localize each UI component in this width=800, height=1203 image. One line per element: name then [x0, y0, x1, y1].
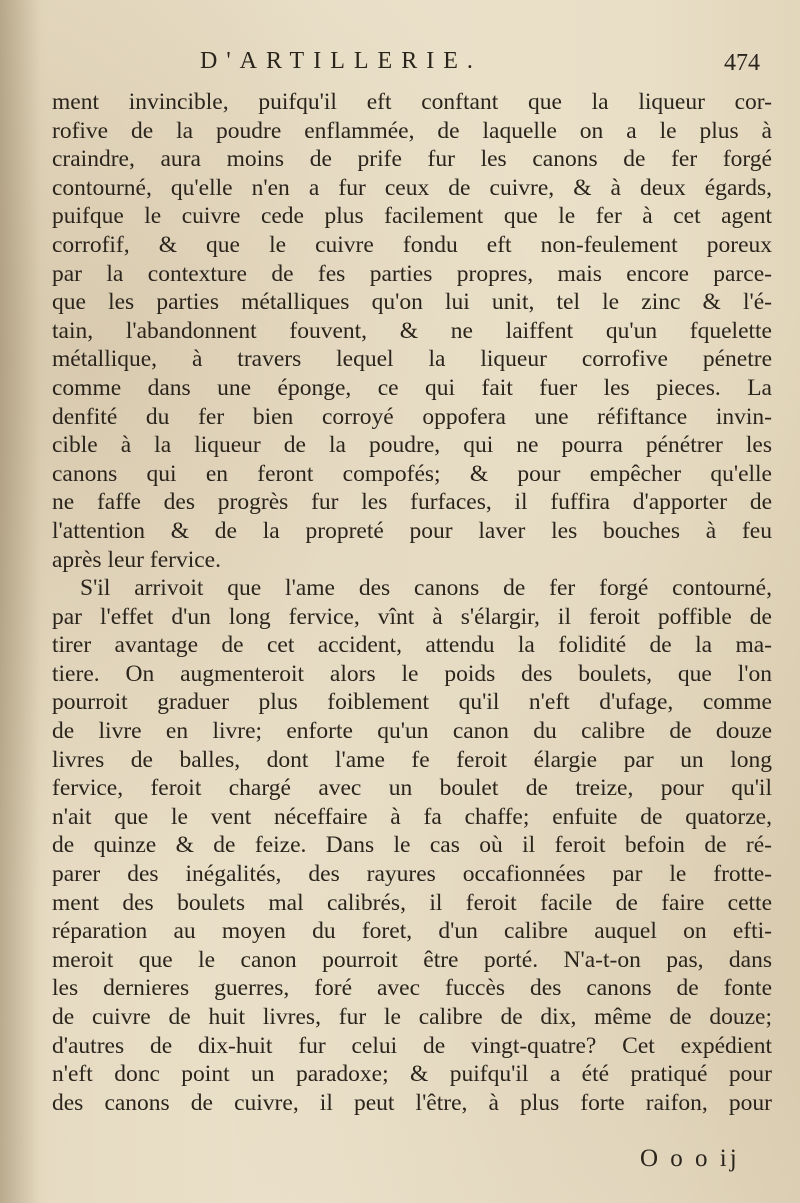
text-line: cible à la liqueur de la poudre, qui ne pourra pénétrer les: [52, 432, 772, 459]
text-line: fervice, feroit chargé avec un boulet de treize, pour qu'il: [52, 775, 772, 802]
text-line: métallique, à travers lequel la liqueur corrofive pénetre: [52, 346, 772, 373]
text-line: réparation au moyen du foret, d'un calibre auquel on efti-: [52, 918, 772, 945]
text-line: l'attention & de la propreté pour laver les bouches à feu: [52, 517, 772, 544]
text-body: [52, 88, 772, 1117]
text-line: parer des inégalités, des rayures occafionnées par le frotte-: [52, 861, 772, 888]
text-line: n'ait que le vent néceffaire à fa chaffe; enfuite de quatorze,: [52, 803, 772, 830]
text-line: S'il arrivoit que l'ame des canons de fer forgé contourné,: [80, 575, 772, 602]
text-line: que les parties métalliques qu'on lui unit, tel le zinc & l'é-: [52, 289, 772, 316]
text-line: d'autres de dix-huit fur celui de vingt-quatre? Cet expédient: [52, 1032, 772, 1059]
text-line: les dernieres guerres, foré avec fuccès des canons de fonte: [52, 975, 772, 1002]
text-line: craindre, aura moins de prife fur les canons de fer forgé: [52, 146, 772, 173]
text-line: après leur fervice.: [52, 546, 221, 573]
text-line: tain, l'abandonnent fouvent, & ne laiffent qu'un fquelette: [52, 317, 772, 344]
text-line: meroit que le canon pourroit être porté. N'a-t-on pas, dans: [52, 946, 772, 973]
text-line: n'eft donc point un paradoxe; & puifqu'il a été pratiqué pour: [52, 1061, 772, 1088]
text-line: ment des boulets mal calibrés, il feroit facile de faire cette: [52, 889, 772, 916]
text-line: de cuivre de huit livres, fur le calibre de dix, même de douze;: [52, 1004, 772, 1030]
text-line: par l'effet d'un long fervice, vînt à s'élargir, il feroit poffible de: [52, 603, 772, 630]
text-line: tirer avantage de cet accident, attendu la folidité de la ma-: [52, 632, 772, 659]
text-line: livres de balles, dont l'ame fe feroit élargie par un long: [52, 746, 772, 773]
binding-shadow: [0, 0, 40, 1203]
text-line: contourné, qu'elle n'en a fur ceux de cuivre, & à deux égards,: [52, 174, 772, 201]
text-line: rofive de la poudre enflammée, de laquelle on a le plus à: [52, 117, 772, 144]
signature-mark: O o o ij: [640, 1145, 740, 1172]
text-line: de livre en livre; enforte qu'un canon du calibre de douze: [52, 718, 772, 745]
text-line: de quinze & de feize. Dans le cas où il feroit befoin de ré-: [52, 832, 772, 859]
running-head: [100, 42, 760, 82]
text-line: ne faffe des progrès fur les furfaces, il fuffira d'apporter de: [52, 489, 772, 516]
text-line: comme dans une éponge, ce qui fait fuer les pieces. La: [52, 374, 772, 401]
text-line: puifque le cuivre cede plus facilement que le fer à cet agent: [52, 203, 772, 230]
page-number: 474: [724, 50, 760, 76]
text-line: ment invincible, puifqu'il eft conftant que la liqueur cor-: [52, 89, 772, 115]
text-line: des canons de cuivre, il peut l'être, à plus forte raifon, pour: [52, 1089, 772, 1116]
running-title: D'ARTILLERIE.: [200, 48, 482, 74]
text-line: corrofif, & que le cuivre fondu eft non-feulement poreux: [52, 231, 772, 258]
text-line: pourroit graduer plus foiblement qu'il n'eft d'ufage, comme: [52, 689, 772, 716]
text-line: tiere. On augmenteroit alors le poids des boulets, que l'on: [52, 660, 772, 687]
text-line: canons qui en feront compofés; & pour empêcher qu'elle: [52, 460, 772, 487]
text-line: par la contexture de fes parties propres, mais encore parce-: [52, 260, 772, 287]
text-line: denfité du fer bien corroyé oppofera une réfiftance invin-: [52, 403, 772, 430]
